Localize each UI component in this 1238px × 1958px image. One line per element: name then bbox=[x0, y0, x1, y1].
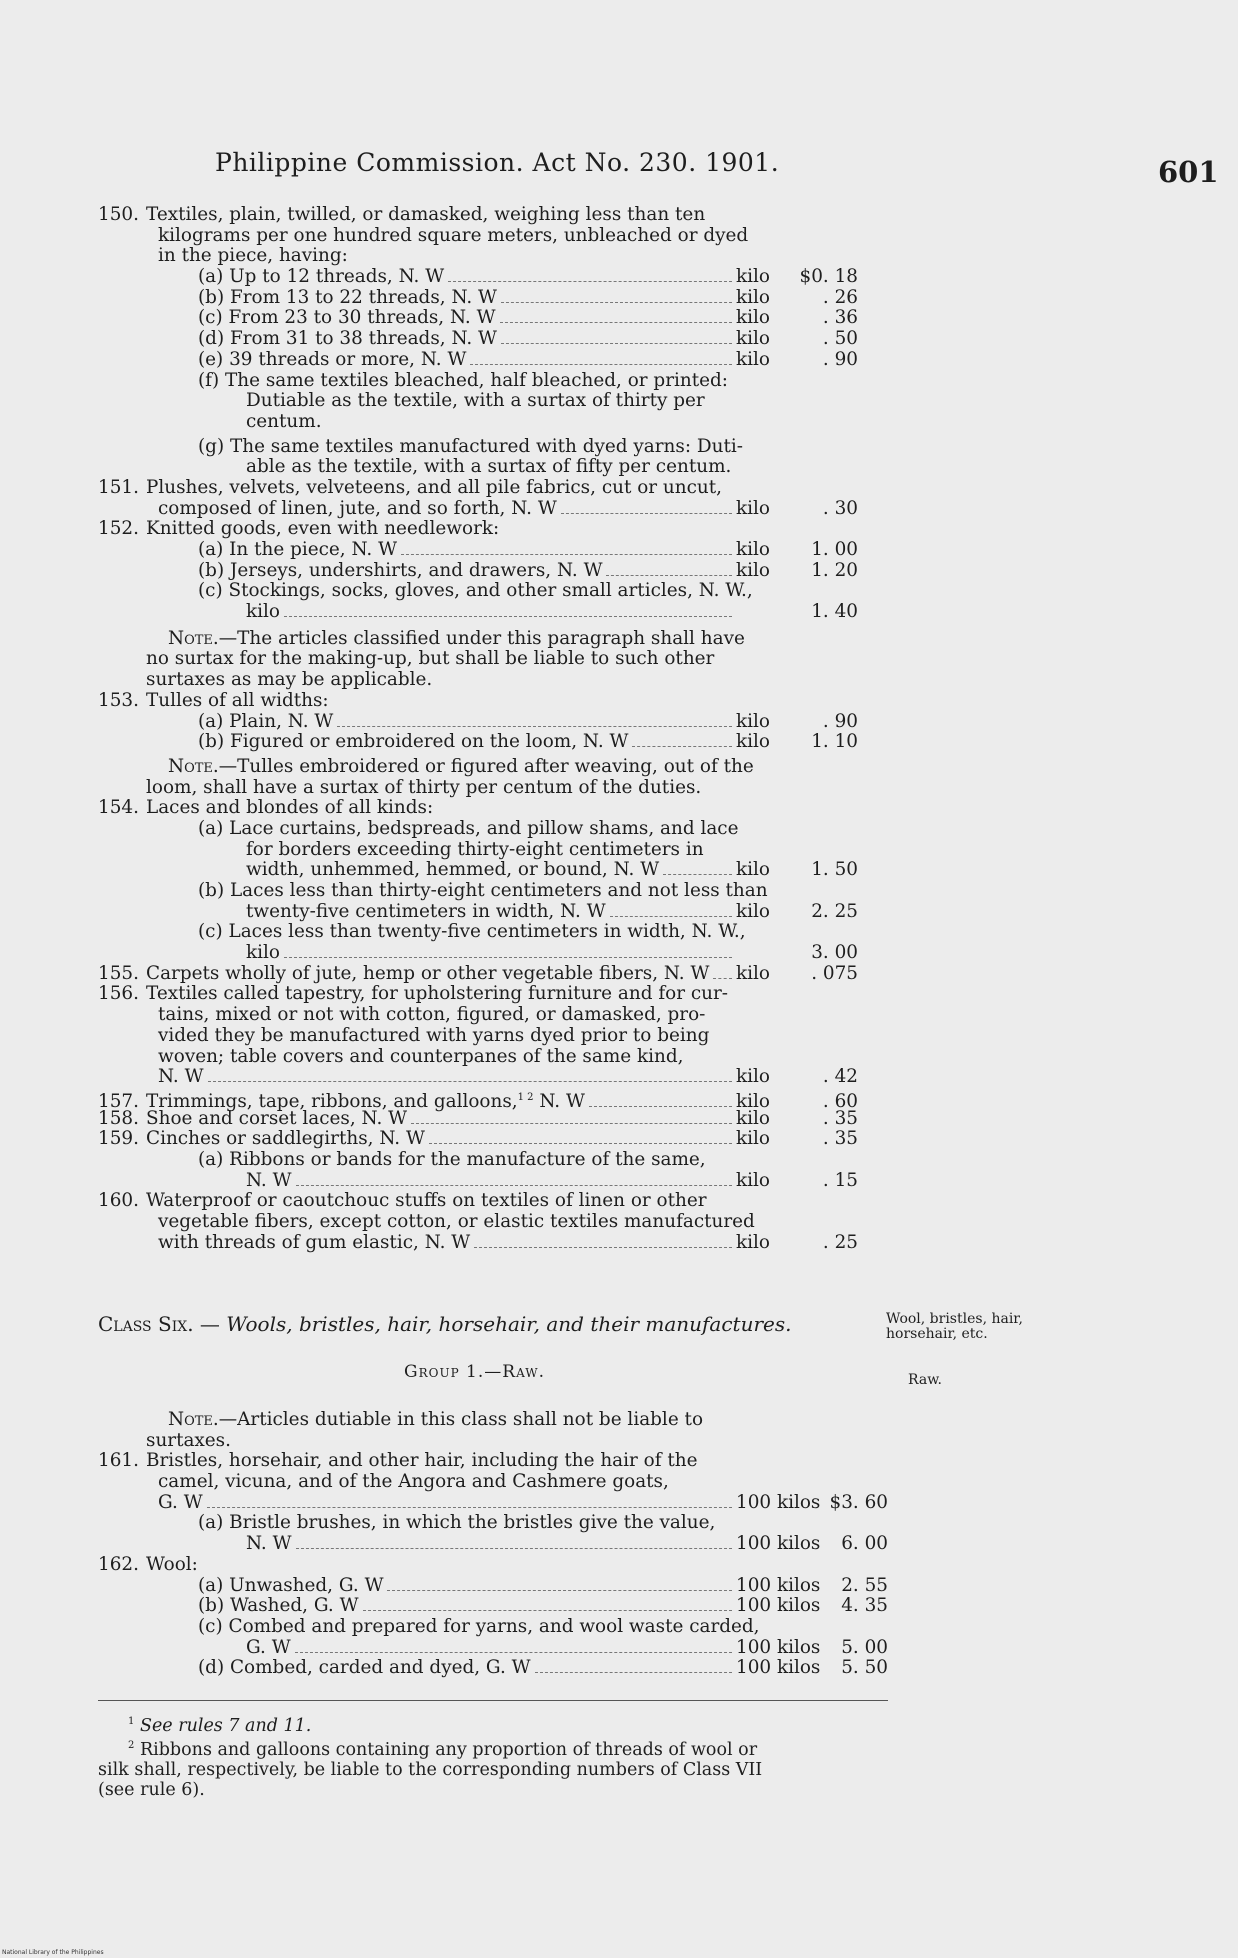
paragraph-152-line: 152. Knitted goods, even with needlework: bbox=[98, 518, 500, 540]
tariff-item: (d) From 31 to 38 threads, N. W kilo . 50 bbox=[198, 328, 858, 350]
tariff-item: 155. Carpets wholly of jute, hemp or other vegetable fibers, N. W kilo . 075 bbox=[98, 962, 858, 984]
paragraph-line: able as the textile, with a surtax of fifty per centum. bbox=[246, 456, 732, 478]
tariff-item: kilo 3. 00 bbox=[246, 942, 858, 964]
tariff-item: (c) From 23 to 30 threads, N. W kilo . 36 bbox=[198, 307, 858, 329]
paragraph-line: (c) Laces less than twenty-five centimeters in width, N. W., bbox=[198, 921, 746, 943]
tariff-item: (e) 39 threads or more, N. W kilo . 90 bbox=[198, 348, 858, 370]
tariff-item: (a) Up to 12 threads, N. W kilo $0. 18 bbox=[198, 266, 858, 288]
tariff-item: (b) From 13 to 22 threads, N. W kilo . 26 bbox=[198, 286, 858, 308]
paragraph-line: (a) Ribbons or bands for the manufacture of the same, bbox=[198, 1148, 706, 1170]
tariff-item: 157. Trimmings, tape, ribbons, and galloons,$^{1 2}$ N. W kilo . 60 bbox=[98, 1091, 858, 1112]
paragraph-162-line: 162. Wool: bbox=[98, 1553, 198, 1575]
tariff-item: 158. Shoe and corset laces, N. W kilo . 35 bbox=[98, 1107, 858, 1129]
note-line: Note.—Articles dutiable in this class shall not be liable to bbox=[168, 1409, 704, 1430]
margin-note: Wool, bristles, hair, horsehair, etc. bbox=[886, 1311, 1023, 1342]
paragraph-line: (c) Combed and prepared for yarns, and wool waste carded, bbox=[198, 1615, 760, 1637]
paragraph-line: woven; table covers and counterpanes of the same kind, bbox=[158, 1045, 684, 1067]
page-number: 601 bbox=[1158, 155, 1219, 189]
paragraph-153-line: 153. Tulles of all widths: bbox=[98, 689, 329, 711]
note-line: Note.—The articles classified under this paragraph shall have bbox=[168, 627, 745, 649]
footnotes bbox=[98, 1712, 888, 1800]
group-heading: Group 1.—Raw. bbox=[404, 1362, 545, 1382]
paragraph-line: camel, vicuna, and of the Angora and Cashmere goats, bbox=[158, 1471, 669, 1493]
paragraph-line: (a) Bristle brushes, in which the bristles give the value, bbox=[198, 1512, 716, 1534]
paragraph-156-line: 156. Textiles called tapestry, for upholstering furniture and for cur- bbox=[98, 983, 729, 1005]
tariff-item: kilo 1. 40 bbox=[246, 601, 858, 623]
paragraph-150-line: 150. Textiles, plain, twilled, or damasked, weighing less than ten bbox=[98, 204, 706, 225]
class-heading: Class Six. — Wools, bristles, hair, horsehair, and their manufactures. bbox=[98, 1312, 792, 1336]
paragraph-160-line: 160. Waterproof or caoutchouc stuffs on textiles of linen or other bbox=[98, 1190, 707, 1212]
tariff-item: (a) Unwashed, G. W 100 kilos 2. 55 bbox=[198, 1574, 888, 1596]
paragraph-151-line: 151. Plushes, velvets, velveteens, and all pile fabrics, cut or uncut, bbox=[98, 476, 722, 498]
footnote-reference: 1 2 bbox=[517, 1091, 534, 1103]
paragraph-line: vegetable fibers, except cotton, or elastic textiles manufactured bbox=[158, 1211, 755, 1232]
tariff-item: N. W kilo . 15 bbox=[246, 1169, 858, 1191]
note-line: loom, shall have a surtax of thirty per centum of the duties. bbox=[146, 776, 702, 798]
footnote-1: $^1$ See rules 7 and 11. bbox=[128, 1715, 312, 1736]
paragraph-150-line: kilograms per one hundred square meters, unbleached or dyed bbox=[158, 224, 749, 246]
footnote-2-line: silk shall, respectively, be liable to the corresponding numbers of Class VII bbox=[98, 1759, 763, 1780]
paragraph-161-line: 161. Bristles, horsehair, and other hair, including the hair of the bbox=[98, 1450, 698, 1472]
tariff-item: (b) Jerseys, undershirts, and drawers, N. W kilo 1. 20 bbox=[198, 559, 858, 581]
scan-credit: National Library of the Philippines bbox=[2, 1949, 104, 1956]
paragraph-line: (a) Lace curtains, bedspreads, and pillow shams, and lace bbox=[198, 817, 739, 839]
paragraph-150-line: in the piece, having: bbox=[158, 245, 348, 267]
footnote-2: $^2$ Ribbons and galloons containing any proportion of threads of wool or bbox=[128, 1739, 758, 1760]
tariff-text-section-2 bbox=[98, 1410, 888, 1679]
footnote-2-line: (see rule 6). bbox=[98, 1779, 205, 1800]
tariff-item: (a) In the piece, N. W kilo 1. 00 bbox=[198, 539, 858, 560]
running-header: Philippine Commission. Act No. 230. 1901. bbox=[215, 148, 780, 177]
paragraph-line: Dutiable as the textile, with a surtax of thirty per bbox=[246, 390, 705, 412]
tariff-item: 159. Cinches or saddlegirths, N. W kilo . 35 bbox=[98, 1128, 858, 1150]
tariff-item: G. W 100 kilos $3. 60 bbox=[158, 1491, 888, 1513]
tariff-item: composed of linen, jute, and so forth, N. W kilo . 30 bbox=[158, 497, 858, 519]
paragraph-line: vided they be manufactured with yarns dyed prior to being bbox=[158, 1024, 710, 1046]
tariff-item: N. W kilo . 42 bbox=[158, 1066, 858, 1088]
tariff-item: twenty-five centimeters in width, N. W kilo 2. 25 bbox=[246, 900, 858, 922]
tariff-item: width, unhemmed, hemmed, or bound, N. W kilo 1. 50 bbox=[246, 859, 858, 881]
tariff-item: (b) Washed, G. W 100 kilos 4. 35 bbox=[198, 1595, 888, 1617]
paragraph-line: (g) The same textiles manufactured with dyed yarns: Duti- bbox=[198, 435, 743, 457]
paragraph-154-line: 154. Laces and blondes of all kinds: bbox=[98, 797, 434, 819]
paragraph-line: (c) Stockings, socks, gloves, and other small articles, N. W., bbox=[198, 580, 753, 602]
tariff-item: N. W 100 kilos 6. 00 bbox=[246, 1533, 888, 1555]
paragraph-line: for borders exceeding thirty-eight centimeters in bbox=[246, 838, 704, 860]
margin-note: Raw. bbox=[908, 1372, 942, 1388]
paragraph-line: tains, mixed or not with cotton, figured, or damasked, pro- bbox=[158, 1004, 706, 1026]
note-line: surtaxes as may be applicable. bbox=[146, 669, 433, 691]
paragraph-line: centum. bbox=[246, 410, 322, 432]
tariff-item: (b) Figured or embroidered on the loom, N. W kilo 1. 10 bbox=[198, 731, 858, 753]
tariff-item: (a) Plain, N. W kilo . 90 bbox=[198, 710, 858, 732]
paragraph-line: (f) The same textiles bleached, half bleached, or printed: bbox=[198, 369, 728, 391]
tariff-text-section-1 bbox=[98, 205, 858, 1253]
note-line: Note.—Tulles embroidered or figured after weaving, out of the bbox=[168, 755, 754, 777]
paragraph-line: (b) Laces less than thirty-eight centimeters and not less than bbox=[198, 880, 768, 901]
tariff-item: G. W 100 kilos 5. 00 bbox=[246, 1636, 888, 1658]
footnote-divider bbox=[98, 1700, 888, 1701]
tariff-item: (d) Combed, carded and dyed, G. W 100 kilos 5. 50 bbox=[198, 1657, 888, 1679]
note-line: surtaxes. bbox=[146, 1429, 231, 1451]
tariff-item: with threads of gum elastic, N. W kilo . 25 bbox=[158, 1231, 858, 1253]
note-line: no surtax for the making-up, but shall be liable to such other bbox=[146, 648, 715, 670]
